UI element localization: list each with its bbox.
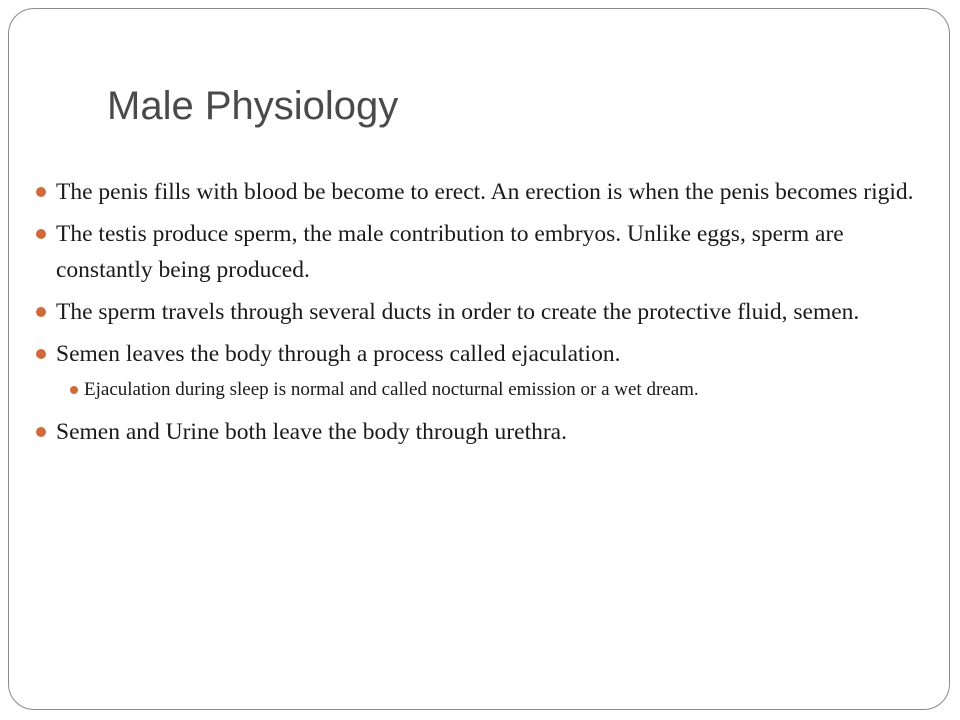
sub-bullet-item <box>56 376 936 404</box>
sub-bullet-text: Ejaculation during sleep is normal and called nocturnal emission or a wet dream. <box>84 379 699 400</box>
bullet-item <box>36 336 936 404</box>
bullet-dot-icon <box>36 229 46 239</box>
bullet-dot-icon <box>36 307 46 317</box>
bullet-dot-icon <box>36 427 46 437</box>
sub-bullet-dot-icon <box>70 386 78 394</box>
bullet-text: The sperm travels through several ducts in order to create the protective fluid, semen. <box>56 299 860 325</box>
sub-bullet-list <box>56 376 936 404</box>
bullet-item <box>36 414 936 450</box>
bullet-text: Semen leaves the body through a process called ejaculation. <box>56 341 621 367</box>
bullet-text: The penis fills with blood be become to erect. An erection is when the penis becomes rigid. <box>56 179 914 205</box>
bullet-list <box>36 174 936 456</box>
bullet-item <box>36 294 936 330</box>
bullet-item <box>36 216 936 288</box>
slide-title: Male Physiology <box>107 84 399 128</box>
bullet-text: The testis produce sperm, the male contribution to embryos. Unlike eggs, sperm are constantly being produced. <box>56 221 844 283</box>
bullet-text: Semen and Urine both leave the body through urethra. <box>56 419 567 445</box>
bullet-dot-icon <box>36 349 46 359</box>
bullet-item <box>36 174 936 210</box>
bullet-dot-icon <box>36 187 46 197</box>
